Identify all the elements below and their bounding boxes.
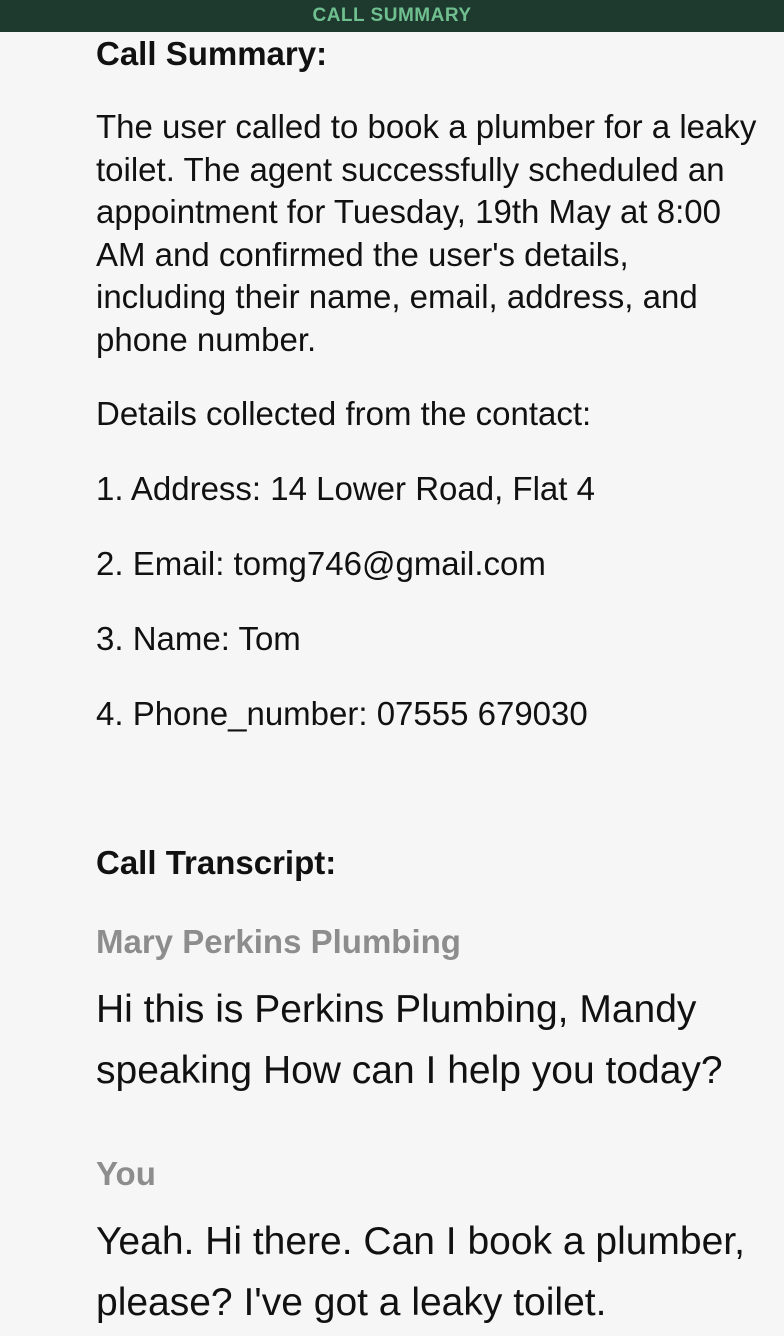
message-text: Hi this is Perkins Plumbing, Mandy speaking How can I help you today? [96,988,723,1092]
speaker-name: Mary Perkins Plumbing [96,923,461,960]
top-bar [0,0,784,32]
summary-heading: Call Summary: [96,35,328,72]
summary-text: The user called to book a plumber for a leaky toilet. The agent successfully scheduled an appointment for Tuesday, 19th May at 8:00 AM and confirmed the user's details, including their name, email, address, and phone number. [96,108,757,358]
message-text: Yeah. Hi there. Can I book a plumber, please? I've got a leaky toilet. [96,1220,745,1324]
call-summary-content [96,32,766,1333]
transcript-message [96,1154,766,1333]
details-list [96,468,766,735]
details-heading: Details collected from the contact: [96,395,592,432]
detail-address: 1. Address: 14 Lower Road, Flat 4 [96,470,595,507]
detail-email: 2. Email: tomg746@gmail.com [96,545,546,582]
detail-name: 3. Name: Tom [96,620,301,657]
transcript-message [96,922,766,1101]
transcript-heading: Call Transcript: [96,844,337,881]
detail-phone-number: 4. Phone_number: 07555 679030 [96,695,588,732]
page-title: CALL SUMMARY [312,5,472,26]
speaker-name: You [96,1155,156,1192]
